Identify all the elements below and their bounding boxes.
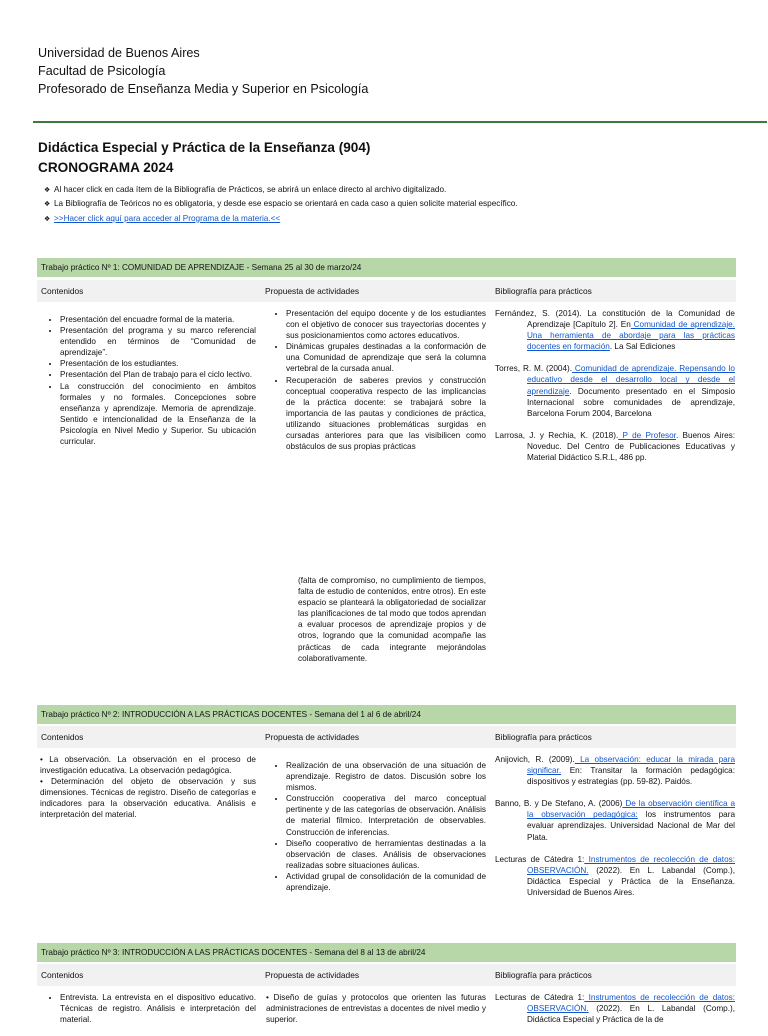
bibliography-entry: Torres, R. M. (2004). Comunidad de aprendizaje. Repensando lo educativo desde el desarrollo local y desde el aprendizaje. Documento presentado en el Simposio Internacional sobre comunidades de aprendizaje, Barcelona Forum 2004, Barcelona	[495, 364, 735, 418]
diamond-bullet-icon: ❖	[44, 187, 51, 194]
tp1-activities	[272, 308, 486, 452]
bibliography-link[interactable]: Comunidad de aprendizaje. Una herramienta de abordaje para las prácticas docentes en formación	[527, 320, 735, 352]
list-item: • Dinámicas grupales destinadas a la conformación de una Comunidad de aprendizaje que será la columna vertebral de la cursada anual.	[286, 341, 486, 374]
tp3-bibliography	[495, 992, 735, 1036]
bibliography-link[interactable]: P de Profesor	[618, 430, 676, 440]
list-item: • Entrevista. La entrevista en el dispositivo educativo. Técnicas de registro. Análisis e interpretación del material.	[60, 992, 256, 1025]
tp2-contents: • La observación. La observación en el proceso de investigación educativa. La observación pedagógica. • Determinación del objeto de observación y sus dimensiones. Técnicas de registro. Diseño de categorías e indicadores para la observación educativa. Análisis e interpretación del material.	[40, 755, 256, 820]
course-title: Didáctica Especial y Práctica de la Enseñanza (904)	[38, 140, 371, 155]
column-bibliography: Bibliografía para prácticos	[495, 286, 592, 296]
note-item	[44, 212, 518, 226]
bibliography-entry: Fernández, S. (2014). La constitución de la Comunidad de Aprendizaje [Capítulo 2]. En Comunidad de aprendizaje. Una herramienta de abordaje para las prácticas docentes en formación. La Sal Ediciones	[495, 309, 735, 352]
column-activities: Propuesta de actividades	[265, 970, 360, 980]
tp1-band: Trabajo práctico Nº 1: COMUNIDAD DE APRENDIZAJE - Semana 25 al 30 de marzo/24	[37, 258, 736, 277]
bibliography-link[interactable]: Instrumentos de recolección de datos: OBSERVACIÓN.	[527, 854, 735, 875]
bibliography-entry: Larrosa, J. y Rechia, K. (2018). P de Profesor. Buenos Aires: Noveduc. Del Centro de Publicaciones Educativas y Material Didáctico S.R.L, 486 pp.	[495, 430, 735, 463]
bibliography-entry: Banno, B. y De Stefano, A. (2006) De la observación científica a la observación pedagógica: los instrumentos para evaluar aprendizajes. Universidad Nacional de Mar del Plata.	[495, 799, 736, 842]
list-item: • Presentación del Plan de trabajo para el ciclo lectivo.	[60, 369, 256, 380]
program-name: Profesorado de Enseñanza Media y Superior en Psicología	[38, 82, 369, 96]
tp1-column-headers	[37, 280, 736, 302]
list-item: • Presentación del equipo docente y de los estudiantes con el objetivo de conocer sus trayectorias docentes y sus posicionamientos como actores educativos.	[286, 308, 486, 341]
diamond-bullet-icon: ❖	[44, 201, 51, 209]
bibliography-entry: Lecturas de Cátedra 1: Instrumentos de recolección de datos: OBSERVACIÓN. (2022). En L. Labandal (Comp.), Didáctica Especial y Práctica de la Enseñanza. Universidad de Buenos Aires.	[495, 854, 735, 897]
bibliography-link[interactable]: De la observación científica a la observación pedagógica:	[527, 799, 736, 820]
document-title	[38, 138, 370, 178]
column-bibliography: Bibliografía para prácticos	[495, 732, 592, 742]
column-contents: Contenidos	[41, 732, 84, 742]
list-item: • Actividad grupal de consolidación de la comunidad de aprendizaje.	[286, 871, 486, 893]
note-item: ❖ La Bibliografía de Teóricos no es obligatoria, y desde ese espacio se orientará en cada caso a quien solicite material específico.	[44, 197, 518, 211]
tp2-bibliography	[495, 754, 735, 909]
bibliography-entry: Anijovich, R. (2009). La observación: educar la mirada para significar. En: Transitar la formación pedagógica: dispositivos y estrategias (pp. 59-82). Paidós.	[495, 755, 735, 787]
diamond-bullet-icon: ❖	[44, 215, 51, 223]
notes-list	[44, 183, 518, 226]
tp1-bibliography	[495, 308, 735, 474]
column-contents: Contenidos	[41, 286, 84, 296]
bibliography-link[interactable]: La observación: educar la mirada para significar.	[527, 755, 735, 776]
faculty-name: Facultad de Psicología	[38, 64, 166, 78]
tp3-activities: • Diseño de guías y protocolos que orienten las futuras administraciones de entrevistas a docentes de nivel medio y superior.	[266, 993, 486, 1025]
list-item: • La construcción del conocimiento en ámbitos formales y no formales. Concepciones sobre enseñanza y aprendizaje. Memoria de aprendizaje. Sentido e intencionalidad de la Enseñanza de la Psicología en Nivel Medio y Superior. Su ubicación curricular.	[60, 381, 256, 448]
list-item: • Construcción cooperativa del marco conceptual pertinente y de las categorías de observación. Análisis de material fílmico. Interpretación de observables. Construcción de inferencias.	[286, 793, 486, 837]
list-item: • Recuperación de saberes previos y construcción conceptual cooperativa respecto de las implicancias de la práctica docente: se trabajará sobre la importancia de las pautas y condiciones de práctica, utilizando situaciones problemáticas surgidas en cursadas anteriores para que las visibilicen como obstáculos de sus propias prácticas	[286, 375, 486, 453]
program-link[interactable]: >>Hacer click aquí para acceder al Programa de la materia.<<	[54, 213, 281, 223]
tp3-contents	[46, 992, 256, 1025]
list-item: • Presentación del encuadre formal de la materia.	[60, 314, 256, 325]
column-activities: Propuesta de actividades	[265, 732, 360, 742]
tp2-band: Trabajo práctico Nº 2: INTRODUCCIÓN A LAS PRÁCTICAS DOCENTES - Semana del 1 al 6 de abril/24	[37, 705, 736, 724]
header-divider	[33, 121, 767, 123]
tp2-column-headers	[37, 726, 736, 748]
schedule-title: CRONOGRAMA 2024	[38, 160, 174, 175]
column-activities: Propuesta de actividades	[265, 286, 360, 296]
institution-header	[38, 44, 368, 98]
note-item: ❖ Al hacer click en cada ítem de la Bibliografía de Prácticos, se abrirá un enlace directo al archivo digitalizado.	[44, 183, 518, 197]
column-contents: Contenidos	[41, 970, 84, 980]
list-item: • Diseño cooperativo de herramientas destinadas a la observación de clases. Análisis de observaciones realizadas sobre situaciones áulicas.	[286, 838, 486, 871]
tp1-contents	[46, 314, 256, 447]
column-bibliography: Bibliografía para prácticos	[495, 970, 592, 980]
list-item: • Realización de una observación de una situación de aprendizaje. Registro de datos. Discusión sobre los mismos.	[286, 760, 486, 793]
tp1-activities-continued: (falta de compromiso, no cumplimiento de tiempos, falta de estudio de contenidos, entre otros). En este espacio se planteará la obligatoriedad de socializar las planificaciones de tal modo que todos aprendan a evaluar procesos de aprendizaje propios y de otros, logrando que la comunidad acompañe las prácticas de cada integrante mejorándolas colaborativamente.	[298, 576, 486, 663]
university-name: Universidad de Buenos Aires	[38, 46, 200, 60]
tp3-column-headers	[37, 964, 736, 986]
tp2-activities	[272, 760, 486, 893]
list-item: • Presentación de los estudiantes.	[60, 358, 256, 369]
bibliography-link[interactable]: Instrumentos de recolección de datos: OBSERVACIÓN.	[527, 993, 735, 1014]
bibliography-link[interactable]: Comunidad de aprendizaje. Repensando lo educativo desde el desarrollo local y desde el aprendizaje	[527, 364, 735, 396]
bibliography-entry: Lecturas de Cátedra 1: Instrumentos de recolección de datos: OBSERVACIÓN. (2022). En L. Labandal (Comp.), Didáctica Especial y Práctica de la de	[495, 993, 735, 1025]
tp3-band: Trabajo práctico Nº 3: INTRODUCCIÓN A LAS PRÁCTICAS DOCENTES - Semana del 8 al 13 de abril/24	[37, 943, 736, 962]
list-item: • Presentación del programa y su marco referencial entendido en términos de “Comunidad de aprendizaje”.	[60, 325, 256, 358]
